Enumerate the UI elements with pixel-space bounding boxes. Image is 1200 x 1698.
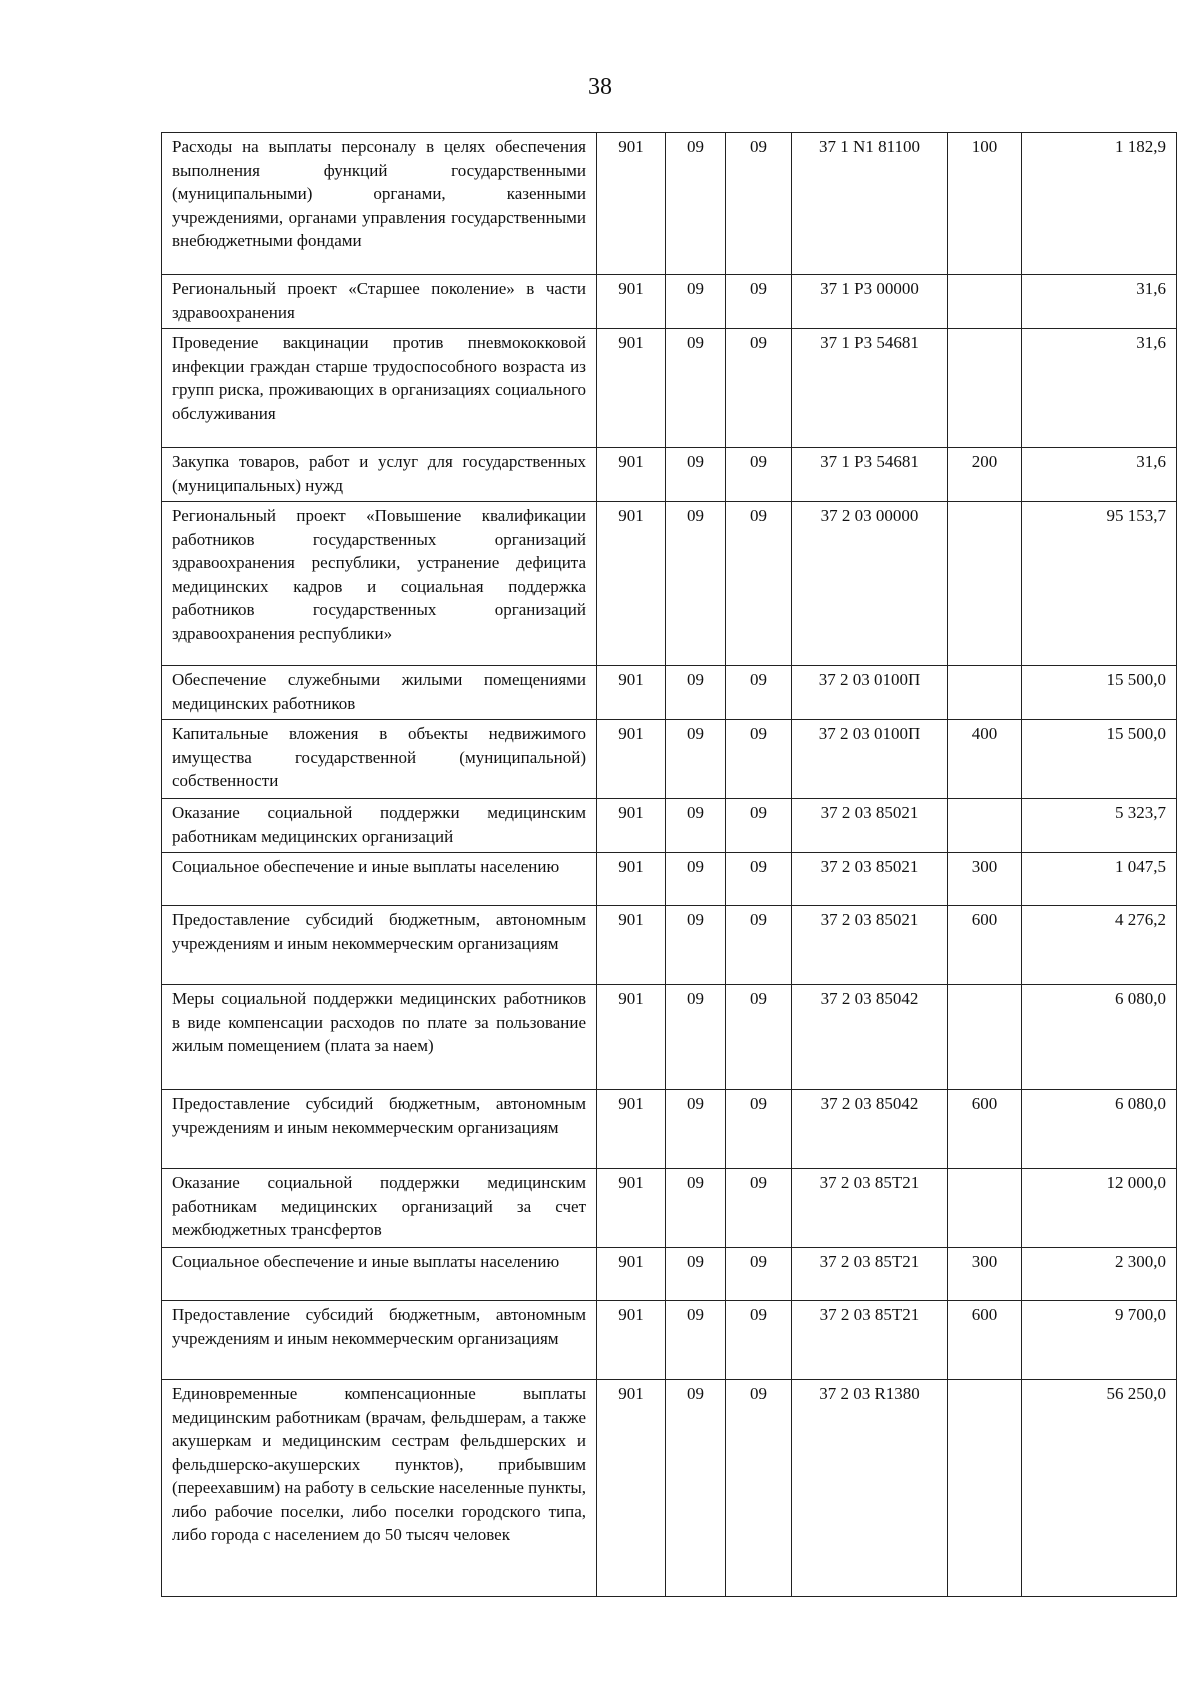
section-code: 09 (666, 502, 726, 666)
expense-type-code: 200 (948, 448, 1022, 502)
subsection-code: 09 (726, 666, 792, 720)
section-code: 09 (666, 275, 726, 329)
amount: 5 323,7 (1022, 799, 1177, 853)
amount: 15 500,0 (1022, 720, 1177, 799)
section-code: 09 (666, 448, 726, 502)
section-code: 09 (666, 853, 726, 906)
expense-type-code: 400 (948, 720, 1022, 799)
expense-type-code (948, 1169, 1022, 1248)
table-row (162, 1169, 1177, 1248)
subsection-code: 09 (726, 133, 792, 275)
subsection-code: 09 (726, 1301, 792, 1380)
ministry-code: 901 (597, 1248, 666, 1301)
table-row (162, 985, 1177, 1090)
row-name: Социальное обеспечение и иные выплаты населению (162, 853, 597, 906)
table-row (162, 1380, 1177, 1597)
expense-type-code (948, 799, 1022, 853)
table-row (162, 502, 1177, 666)
table-row (162, 853, 1177, 906)
row-name: Обеспечение служебными жилыми помещениями медицинских работников (162, 666, 597, 720)
amount: 56 250,0 (1022, 1380, 1177, 1597)
ministry-code: 901 (597, 1169, 666, 1248)
expense-type-code (948, 1380, 1022, 1597)
row-name: Региональный проект «Старшее поколение» в части здравоохранения (162, 275, 597, 329)
ministry-code: 901 (597, 275, 666, 329)
target-article-code: 37 2 03 0100П (792, 720, 948, 799)
row-name: Оказание социальной поддержки медицинским работникам медицинских организаций за счет межбюджетных трансфертов (162, 1169, 597, 1248)
amount: 2 300,0 (1022, 1248, 1177, 1301)
row-name: Расходы на выплаты персоналу в целях обеспечения выполнения функций государственными (муниципальными) органами, казенными учреждениями, органами управления государственными внебюджетными фондами (162, 133, 597, 275)
ministry-code: 901 (597, 1301, 666, 1380)
row-name: Социальное обеспечение и иные выплаты населению (162, 1248, 597, 1301)
expense-type-code: 600 (948, 1301, 1022, 1380)
section-code: 09 (666, 1301, 726, 1380)
section-code: 09 (666, 1169, 726, 1248)
amount: 1 182,9 (1022, 133, 1177, 275)
section-code: 09 (666, 329, 726, 448)
expense-type-code: 300 (948, 1248, 1022, 1301)
row-name: Единовременные компенсационные выплаты медицинским работникам (врачам, фельдшерам, а также акушеркам и медицинским сестрам фельдшерских и фельдшерско-акушерских пунктов), прибывшим (переехавшим) на работу в сельские населенные пункты, либо рабочие поселки, либо поселки городского типа, либо города с населением до 50 тысяч человек (162, 1380, 597, 1597)
section-code: 09 (666, 906, 726, 985)
subsection-code: 09 (726, 853, 792, 906)
expense-type-code: 100 (948, 133, 1022, 275)
subsection-code: 09 (726, 799, 792, 853)
target-article-code: 37 1 P3 54681 (792, 329, 948, 448)
ministry-code: 901 (597, 448, 666, 502)
row-name: Предоставление субсидий бюджетным, автономным учреждениям и иным некоммерческим организациям (162, 1301, 597, 1380)
section-code: 09 (666, 799, 726, 853)
subsection-code: 09 (726, 720, 792, 799)
ministry-code: 901 (597, 720, 666, 799)
section-code: 09 (666, 1090, 726, 1169)
target-article-code: 37 2 03 85021 (792, 906, 948, 985)
amount: 4 276,2 (1022, 906, 1177, 985)
row-name: Проведение вакцинации против пневмококковой инфекции граждан старше трудоспособного возраста из групп риска, проживающих в организациях социального обслуживания (162, 329, 597, 448)
target-article-code: 37 2 03 0100П (792, 666, 948, 720)
expense-type-code (948, 502, 1022, 666)
ministry-code: 901 (597, 1380, 666, 1597)
amount: 31,6 (1022, 329, 1177, 448)
row-name: Региональный проект «Повышение квалификации работников государственных организаций здравоохранения республики, устранение дефицита медицинских кадров и социальная поддержка работников государственных организаций здравоохранения республики» (162, 502, 597, 666)
budget-table (161, 132, 1177, 1597)
ministry-code: 901 (597, 133, 666, 275)
section-code: 09 (666, 1380, 726, 1597)
amount: 95 153,7 (1022, 502, 1177, 666)
row-name: Оказание социальной поддержки медицинским работникам медицинских организаций (162, 799, 597, 853)
section-code: 09 (666, 133, 726, 275)
subsection-code: 09 (726, 985, 792, 1090)
row-name: Капитальные вложения в объекты недвижимого имущества государственной (муниципальной) собственности (162, 720, 597, 799)
table-row (162, 1090, 1177, 1169)
table-row (162, 275, 1177, 329)
subsection-code: 09 (726, 1090, 792, 1169)
amount: 31,6 (1022, 448, 1177, 502)
target-article-code: 37 2 03 85Т21 (792, 1301, 948, 1380)
target-article-code: 37 2 03 85021 (792, 799, 948, 853)
table-row (162, 448, 1177, 502)
amount: 31,6 (1022, 275, 1177, 329)
amount: 6 080,0 (1022, 985, 1177, 1090)
target-article-code: 37 1 N1 81100 (792, 133, 948, 275)
ministry-code: 901 (597, 985, 666, 1090)
subsection-code: 09 (726, 329, 792, 448)
section-code: 09 (666, 666, 726, 720)
section-code: 09 (666, 985, 726, 1090)
expense-type-code: 300 (948, 853, 1022, 906)
table-row (162, 329, 1177, 448)
ministry-code: 901 (597, 502, 666, 666)
subsection-code: 09 (726, 1248, 792, 1301)
target-article-code: 37 2 03 85021 (792, 853, 948, 906)
subsection-code: 09 (726, 906, 792, 985)
target-article-code: 37 2 03 85Т21 (792, 1169, 948, 1248)
table-row (162, 720, 1177, 799)
ministry-code: 901 (597, 1090, 666, 1169)
ministry-code: 901 (597, 329, 666, 448)
expense-type-code (948, 985, 1022, 1090)
expense-type-code (948, 275, 1022, 329)
target-article-code: 37 2 03 85042 (792, 1090, 948, 1169)
page-number: 38 (588, 74, 612, 100)
table-row (162, 799, 1177, 853)
subsection-code: 09 (726, 275, 792, 329)
expense-type-code: 600 (948, 906, 1022, 985)
row-name: Закупка товаров, работ и услуг для государственных (муниципальных) нужд (162, 448, 597, 502)
target-article-code: 37 2 03 85042 (792, 985, 948, 1090)
target-article-code: 37 2 03 R1380 (792, 1380, 948, 1597)
target-article-code: 37 2 03 85Т21 (792, 1248, 948, 1301)
table-row (162, 133, 1177, 275)
budget-table-body (162, 133, 1177, 1597)
target-article-code: 37 1 P3 00000 (792, 275, 948, 329)
table-row (162, 1248, 1177, 1301)
expense-type-code (948, 329, 1022, 448)
subsection-code: 09 (726, 448, 792, 502)
table-row (162, 666, 1177, 720)
amount: 15 500,0 (1022, 666, 1177, 720)
subsection-code: 09 (726, 502, 792, 666)
section-code: 09 (666, 1248, 726, 1301)
section-code: 09 (666, 720, 726, 799)
row-name: Предоставление субсидий бюджетным, автономным учреждениям и иным некоммерческим организациям (162, 1090, 597, 1169)
ministry-code: 901 (597, 799, 666, 853)
target-article-code: 37 2 03 00000 (792, 502, 948, 666)
amount: 6 080,0 (1022, 1090, 1177, 1169)
expense-type-code: 600 (948, 1090, 1022, 1169)
ministry-code: 901 (597, 906, 666, 985)
amount: 12 000,0 (1022, 1169, 1177, 1248)
subsection-code: 09 (726, 1380, 792, 1597)
table-row (162, 1301, 1177, 1380)
ministry-code: 901 (597, 853, 666, 906)
table-row (162, 906, 1177, 985)
expense-type-code (948, 666, 1022, 720)
subsection-code: 09 (726, 1169, 792, 1248)
row-name: Предоставление субсидий бюджетным, автономным учреждениям и иным некоммерческим организациям (162, 906, 597, 985)
target-article-code: 37 1 P3 54681 (792, 448, 948, 502)
amount: 9 700,0 (1022, 1301, 1177, 1380)
row-name: Меры социальной поддержки медицинских работников в виде компенсации расходов по плате за пользование жилым помещением (плата за наем) (162, 985, 597, 1090)
amount: 1 047,5 (1022, 853, 1177, 906)
ministry-code: 901 (597, 666, 666, 720)
